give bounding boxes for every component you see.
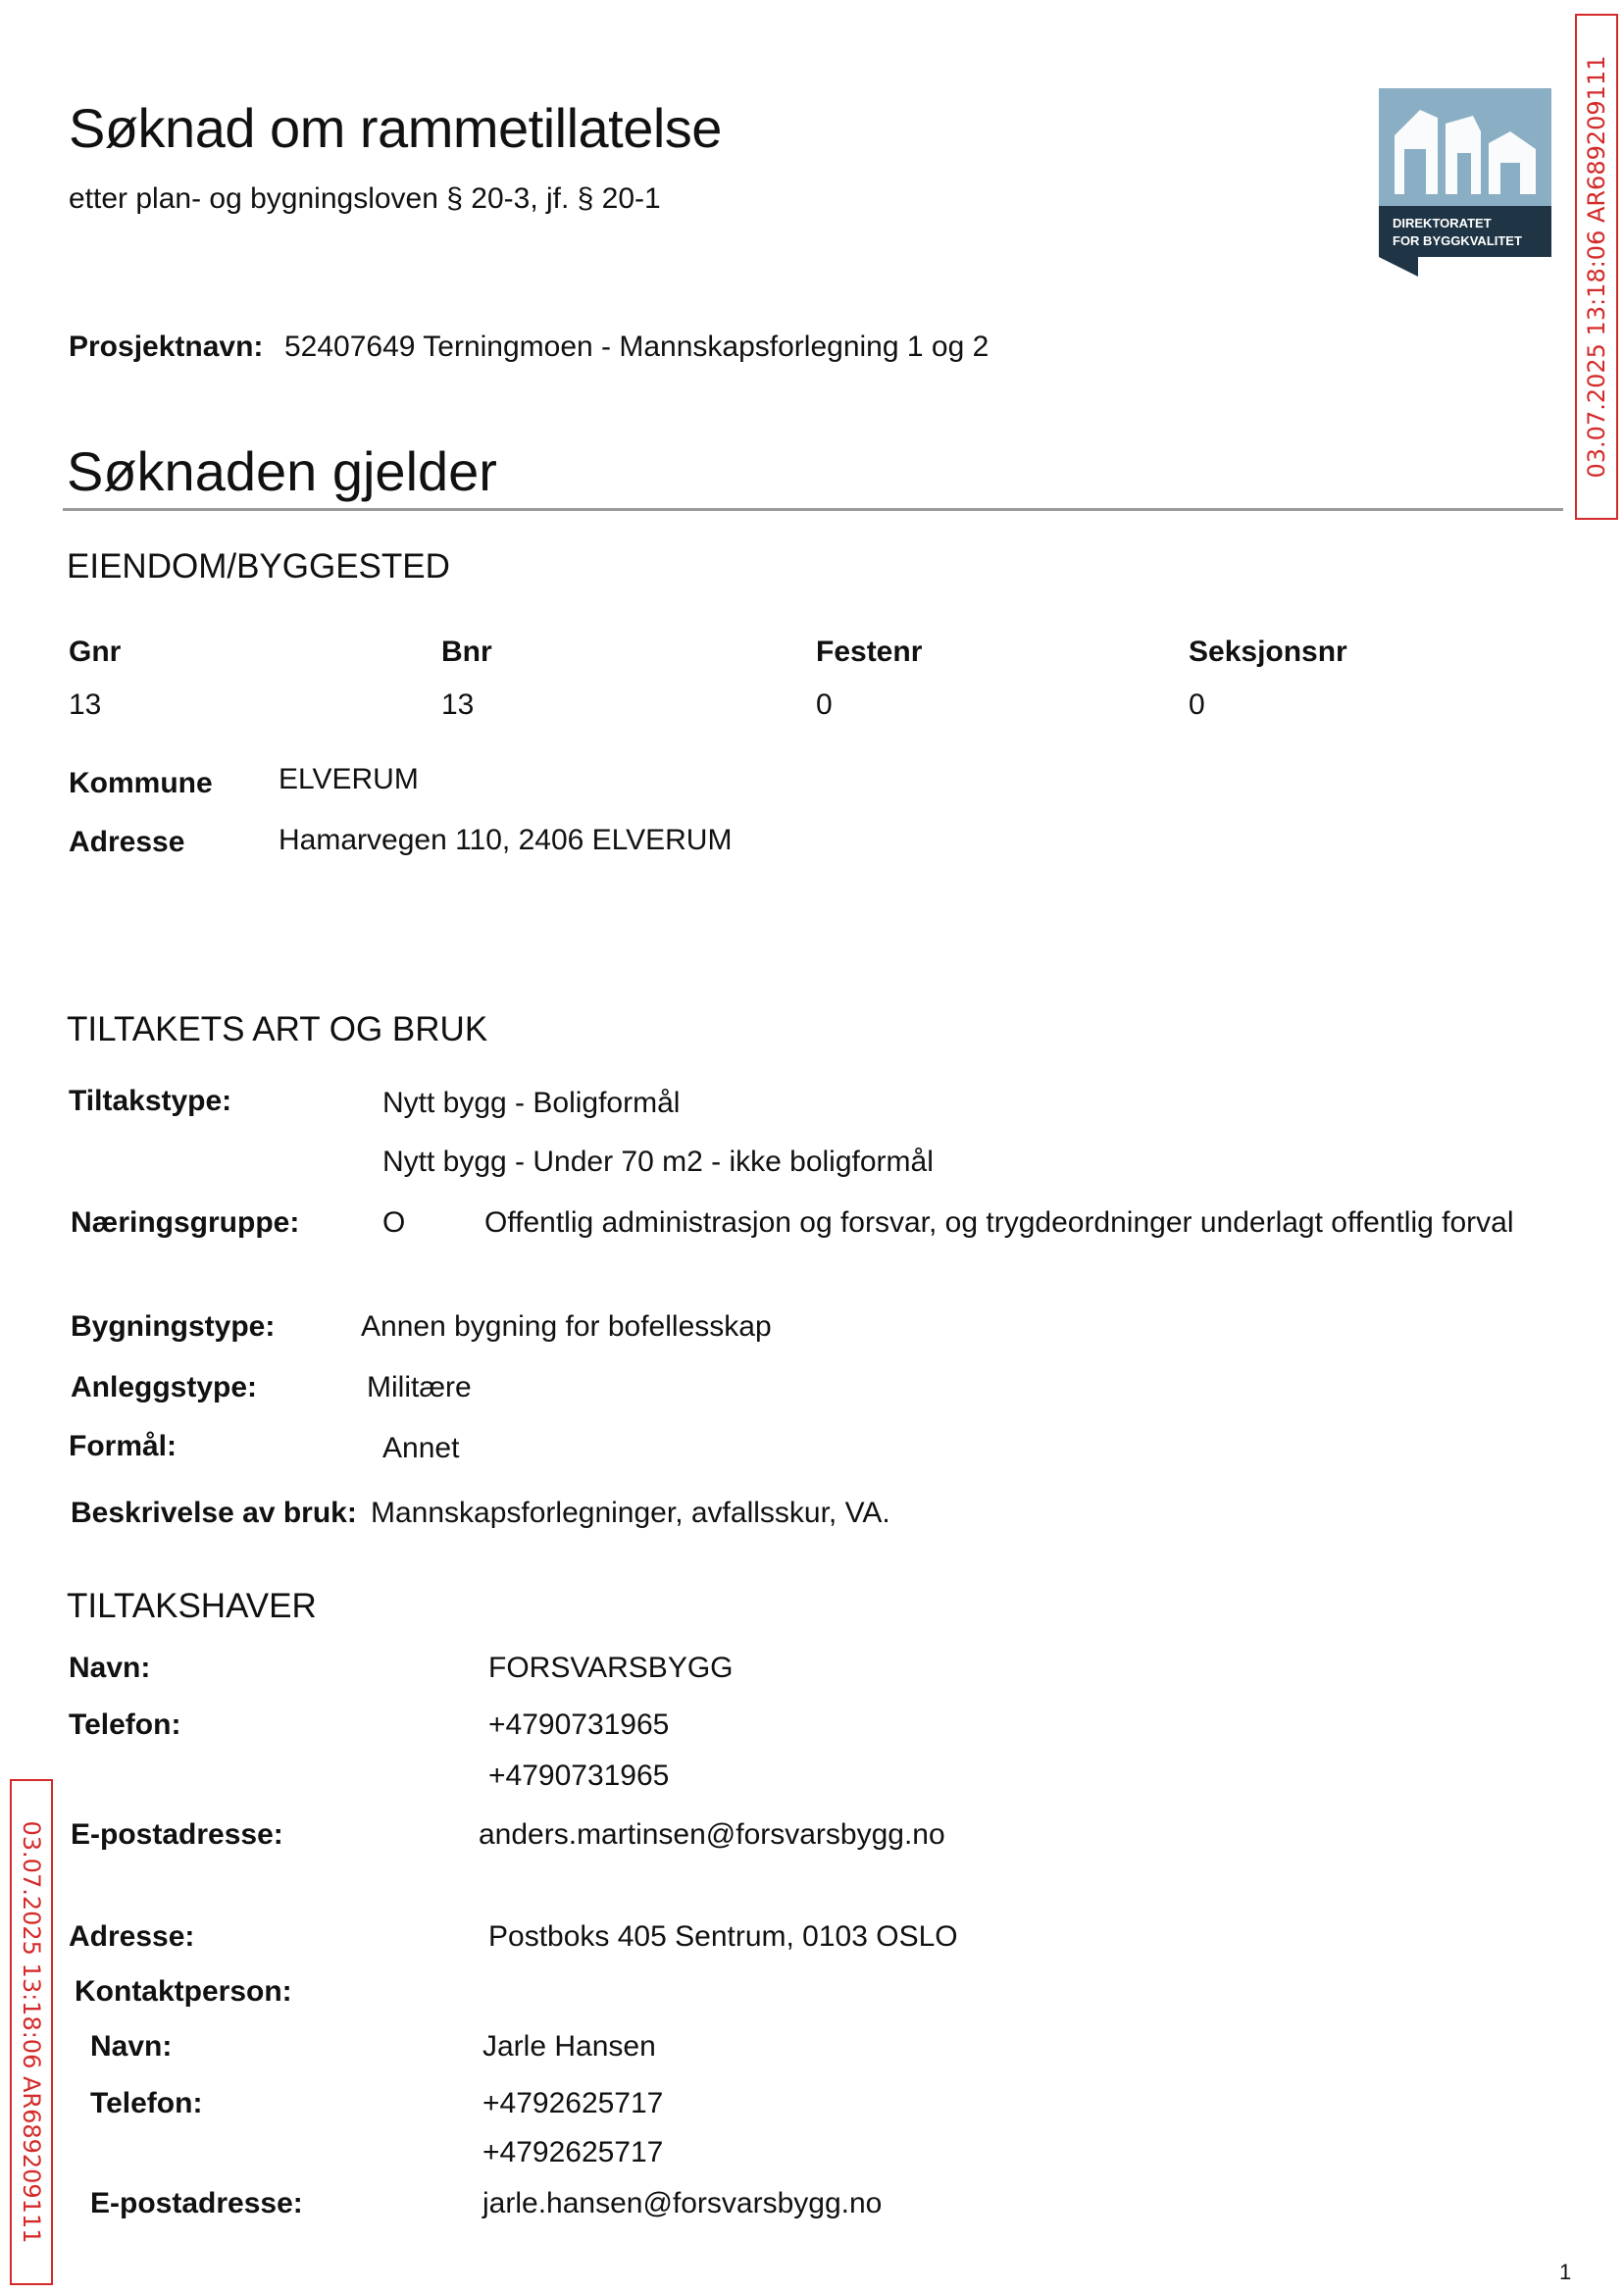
epost-value: anders.martinsen@forsvarsbygg.no <box>479 1818 945 1851</box>
kontakt-telefon-value-2: +4792625717 <box>482 2136 664 2168</box>
dibk-logo <box>1379 88 1551 277</box>
project-label: Prosjektnavn: <box>69 331 264 363</box>
kontakt-telefon-value-1: +4792625717 <box>482 2087 664 2119</box>
bnr-value: 13 <box>441 688 475 721</box>
epost-label: E-postadresse: <box>71 1818 283 1851</box>
tiltakstype-value-2: Nytt bygg - Under 70 m2 - ikke boligformål <box>382 1146 934 1178</box>
kommune-value: ELVERUM <box>279 763 419 795</box>
beskrivelse-value: Mannskapsforlegninger, avfallsskur, VA. <box>371 1497 890 1529</box>
tiltak-heading: TILTAKETS ART OG BRUK <box>67 1010 488 1048</box>
tiltakshaver-adresse-value: Postboks 405 Sentrum, 0103 OSLO <box>488 1920 958 1953</box>
received-stamp-left <box>10 1779 53 2285</box>
project-value: 52407649 Terningmoen - Mannskapsforlegning 1 og 2 <box>284 331 990 363</box>
section-title: Søknaden gjelder <box>67 440 497 502</box>
formal-value: Annet <box>382 1432 460 1464</box>
document-subtitle: etter plan- og bygningsloven § 20-3, jf. § 20-1 <box>69 182 661 215</box>
beskrivelse-label: Beskrivelse av bruk: <box>71 1497 357 1529</box>
received-stamp-top-text: 03.07.2025 13:18:06 AR689209111 <box>1583 55 1610 479</box>
telefon-label: Telefon: <box>69 1708 181 1741</box>
tiltakstype-value-1: Nytt bygg - Boligformål <box>382 1087 681 1119</box>
tiltakshaver-adresse-label: Adresse: <box>69 1920 195 1953</box>
gnr-value: 13 <box>69 688 102 721</box>
festenr-value: 0 <box>816 688 833 721</box>
logo-text-line2: FOR BYGGKVALITET <box>1393 233 1522 248</box>
anleggstype-label: Anleggstype: <box>71 1371 258 1403</box>
seksjonsnr-value: 0 <box>1189 688 1205 721</box>
gnr-label: Gnr <box>69 636 122 668</box>
anleggstype-value: Militære <box>367 1371 472 1403</box>
received-stamp-left-text: 03.07.2025 13:18:06 AR689209111 <box>18 1820 45 2244</box>
seksjonsnr-label: Seksjonsnr <box>1189 636 1347 668</box>
tiltakstype-label: Tiltakstype: <box>69 1085 232 1117</box>
document-title: Søknad om rammetillatelse <box>69 97 722 159</box>
tiltakshaver-heading: TILTAKSHAVER <box>67 1587 317 1625</box>
kontakt-epost-label: E-postadresse: <box>90 2187 303 2219</box>
kontakt-epost-value: jarle.hansen@forsvarsbygg.no <box>482 2187 883 2219</box>
kommune-label: Kommune <box>69 767 213 799</box>
adresse-label: Adresse <box>69 826 185 858</box>
naeringsgruppe-code: O <box>382 1206 406 1239</box>
navn-value: FORSVARSBYGG <box>488 1652 734 1684</box>
logo-text-line1: DIREKTORATET <box>1393 216 1492 230</box>
bnr-label: Bnr <box>441 636 492 668</box>
festenr-label: Festenr <box>816 636 923 668</box>
kontakt-navn-value: Jarle Hansen <box>482 2030 656 2063</box>
naeringsgruppe-value: Offentlig administrasjon og forsvar, og trygdeordninger underlagt offentlig forval <box>484 1206 1514 1239</box>
telefon-value-1: +4790731965 <box>488 1708 670 1741</box>
adresse-value: Hamarvegen 110, 2406 ELVERUM <box>279 824 733 856</box>
page-number: 1 <box>1559 2260 1572 2284</box>
property-heading: EIENDOM/BYGGESTED <box>67 547 450 586</box>
kontakt-navn-label: Navn: <box>90 2030 173 2063</box>
kontakt-telefon-label: Telefon: <box>90 2087 203 2119</box>
navn-label: Navn: <box>69 1652 151 1684</box>
received-stamp-top <box>1575 14 1618 520</box>
section-divider <box>63 508 1563 511</box>
kontaktperson-label: Kontaktperson: <box>75 1975 292 2008</box>
telefon-value-2: +4790731965 <box>488 1759 670 1792</box>
bygningstype-label: Bygningstype: <box>71 1310 276 1343</box>
formal-label: Formål: <box>69 1430 178 1462</box>
naeringsgruppe-label: Næringsgruppe: <box>71 1206 300 1239</box>
bygningstype-value: Annen bygning for bofellesskap <box>361 1310 772 1343</box>
